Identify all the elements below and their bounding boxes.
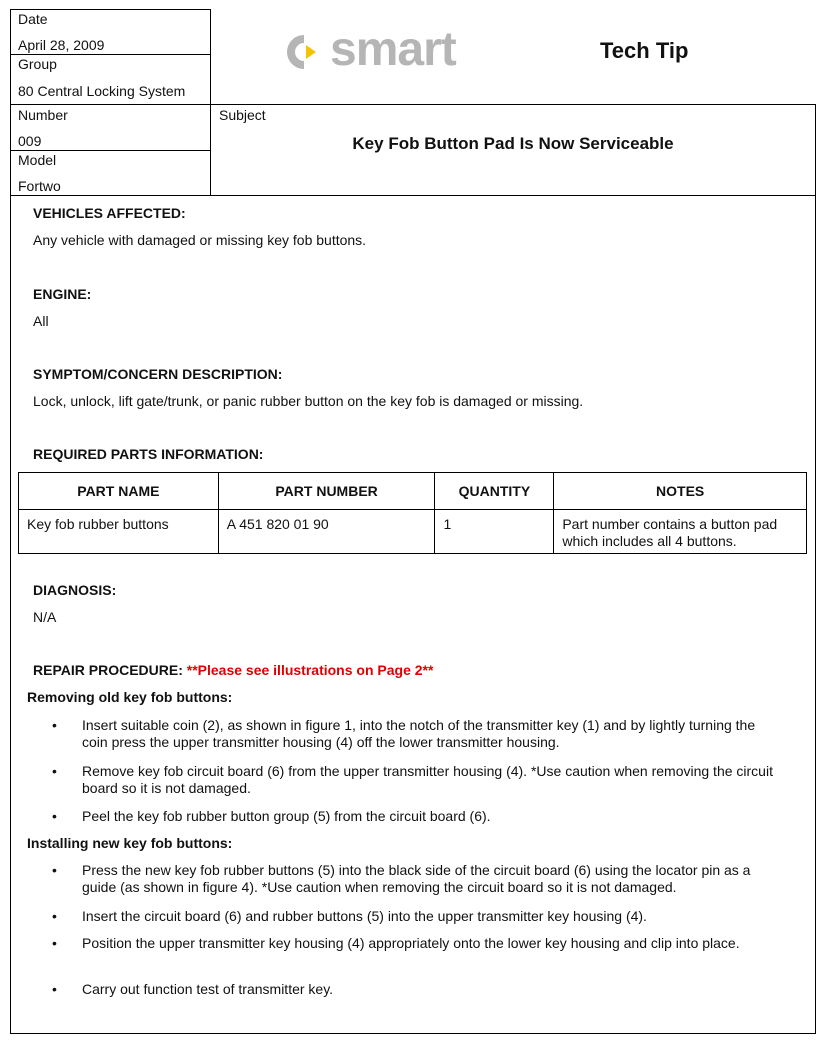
installing-heading: Installing new key fob buttons: xyxy=(27,835,233,851)
list-item: Remove key fob circuit board (6) from the upper transmitter housing (4). *Use caution when removing the circuit board so it is not damaged. xyxy=(82,763,773,796)
bullet-glyph: • xyxy=(52,935,57,951)
engine-text: All xyxy=(33,313,49,329)
list-item: Position the upper transmitter key housing (4) appropriately onto the lower key housing and clip into place. xyxy=(82,935,740,951)
bullet-glyph: • xyxy=(52,763,57,779)
removing-heading: Removing old key fob buttons: xyxy=(27,689,233,705)
repair-note: **Please see illustrations on Page 2** xyxy=(186,662,434,678)
repair-heading-label: REPAIR PROCEDURE: xyxy=(33,662,183,678)
symptom-text: Lock, unlock, lift gate/trunk, or panic rubber button on the key fob is damaged or missing. xyxy=(33,393,584,409)
bullet-glyph: • xyxy=(52,808,57,824)
group-label: Group xyxy=(18,56,57,72)
col-header-part-number: PART NUMBER xyxy=(218,473,435,510)
parts-table-header-row xyxy=(19,473,807,510)
col-header-notes: NOTES xyxy=(554,473,807,510)
list-item: Insert suitable coin (2), as shown in figure 1, into the notch of the transmitter key (1) and by lightly turning the coin press the upper transmitter housing (4) off the lower transmitter housing. xyxy=(82,717,756,750)
table-row xyxy=(19,510,807,554)
list-item: Press the new key fob rubber buttons (5) into the black side of the circuit board (6) using the locator pin as a guide (as shown in figure 4). *Use caution when removing the circuit board so it is not damaged. xyxy=(82,862,751,895)
group-value: 80 Central Locking System xyxy=(18,83,186,99)
bullet-glyph: • xyxy=(52,908,57,924)
doc-type-title: Tech Tip xyxy=(600,38,689,63)
diagnosis-heading: DIAGNOSIS: xyxy=(33,582,117,598)
engine-heading: ENGINE: xyxy=(33,286,92,302)
repair-heading xyxy=(33,662,433,678)
col-header-part-name: PART NAME xyxy=(19,473,219,510)
bullet-glyph: • xyxy=(52,981,57,997)
parts-heading: REQUIRED PARTS INFORMATION: xyxy=(33,446,264,462)
vehicles-text: Any vehicle with damaged or missing key fob buttons. xyxy=(33,232,367,248)
list-item: Insert the circuit board (6) and rubber buttons (5) into the upper transmitter key housing (4). xyxy=(82,908,647,924)
subject-label: Subject xyxy=(219,107,266,123)
parts-table xyxy=(18,472,807,554)
bullet-glyph: • xyxy=(52,862,57,878)
cell-quantity: 1 xyxy=(435,510,554,554)
model-label: Model xyxy=(18,152,57,168)
date-value: April 28, 2009 xyxy=(18,37,105,53)
smart-logo-icon xyxy=(285,33,323,71)
cell-notes: Part number contains a button pad which includes all 4 buttons. xyxy=(554,510,807,554)
symptom-heading: SYMPTOM/CONCERN DESCRIPTION: xyxy=(33,366,283,382)
cell-part-name: Key fob rubber buttons xyxy=(19,510,219,554)
subject-title: Key Fob Button Pad Is Now Serviceable xyxy=(352,134,674,153)
list-item: Carry out function test of transmitter key. xyxy=(82,981,334,997)
number-label: Number xyxy=(18,107,68,123)
model-value: Fortwo xyxy=(18,178,61,194)
bullet-glyph: • xyxy=(52,717,57,733)
cell-part-number: A 451 820 01 90 xyxy=(218,510,435,554)
date-label: Date xyxy=(18,11,48,27)
diagnosis-text: N/A xyxy=(33,609,57,625)
list-item: Peel the key fob rubber button group (5) from the circuit board (6). xyxy=(82,808,491,824)
brand-logo-text: smart xyxy=(330,23,456,76)
vehicles-heading: VEHICLES AFFECTED: xyxy=(33,205,186,221)
col-header-quantity: QUANTITY xyxy=(435,473,554,510)
number-value: 009 xyxy=(18,133,42,149)
